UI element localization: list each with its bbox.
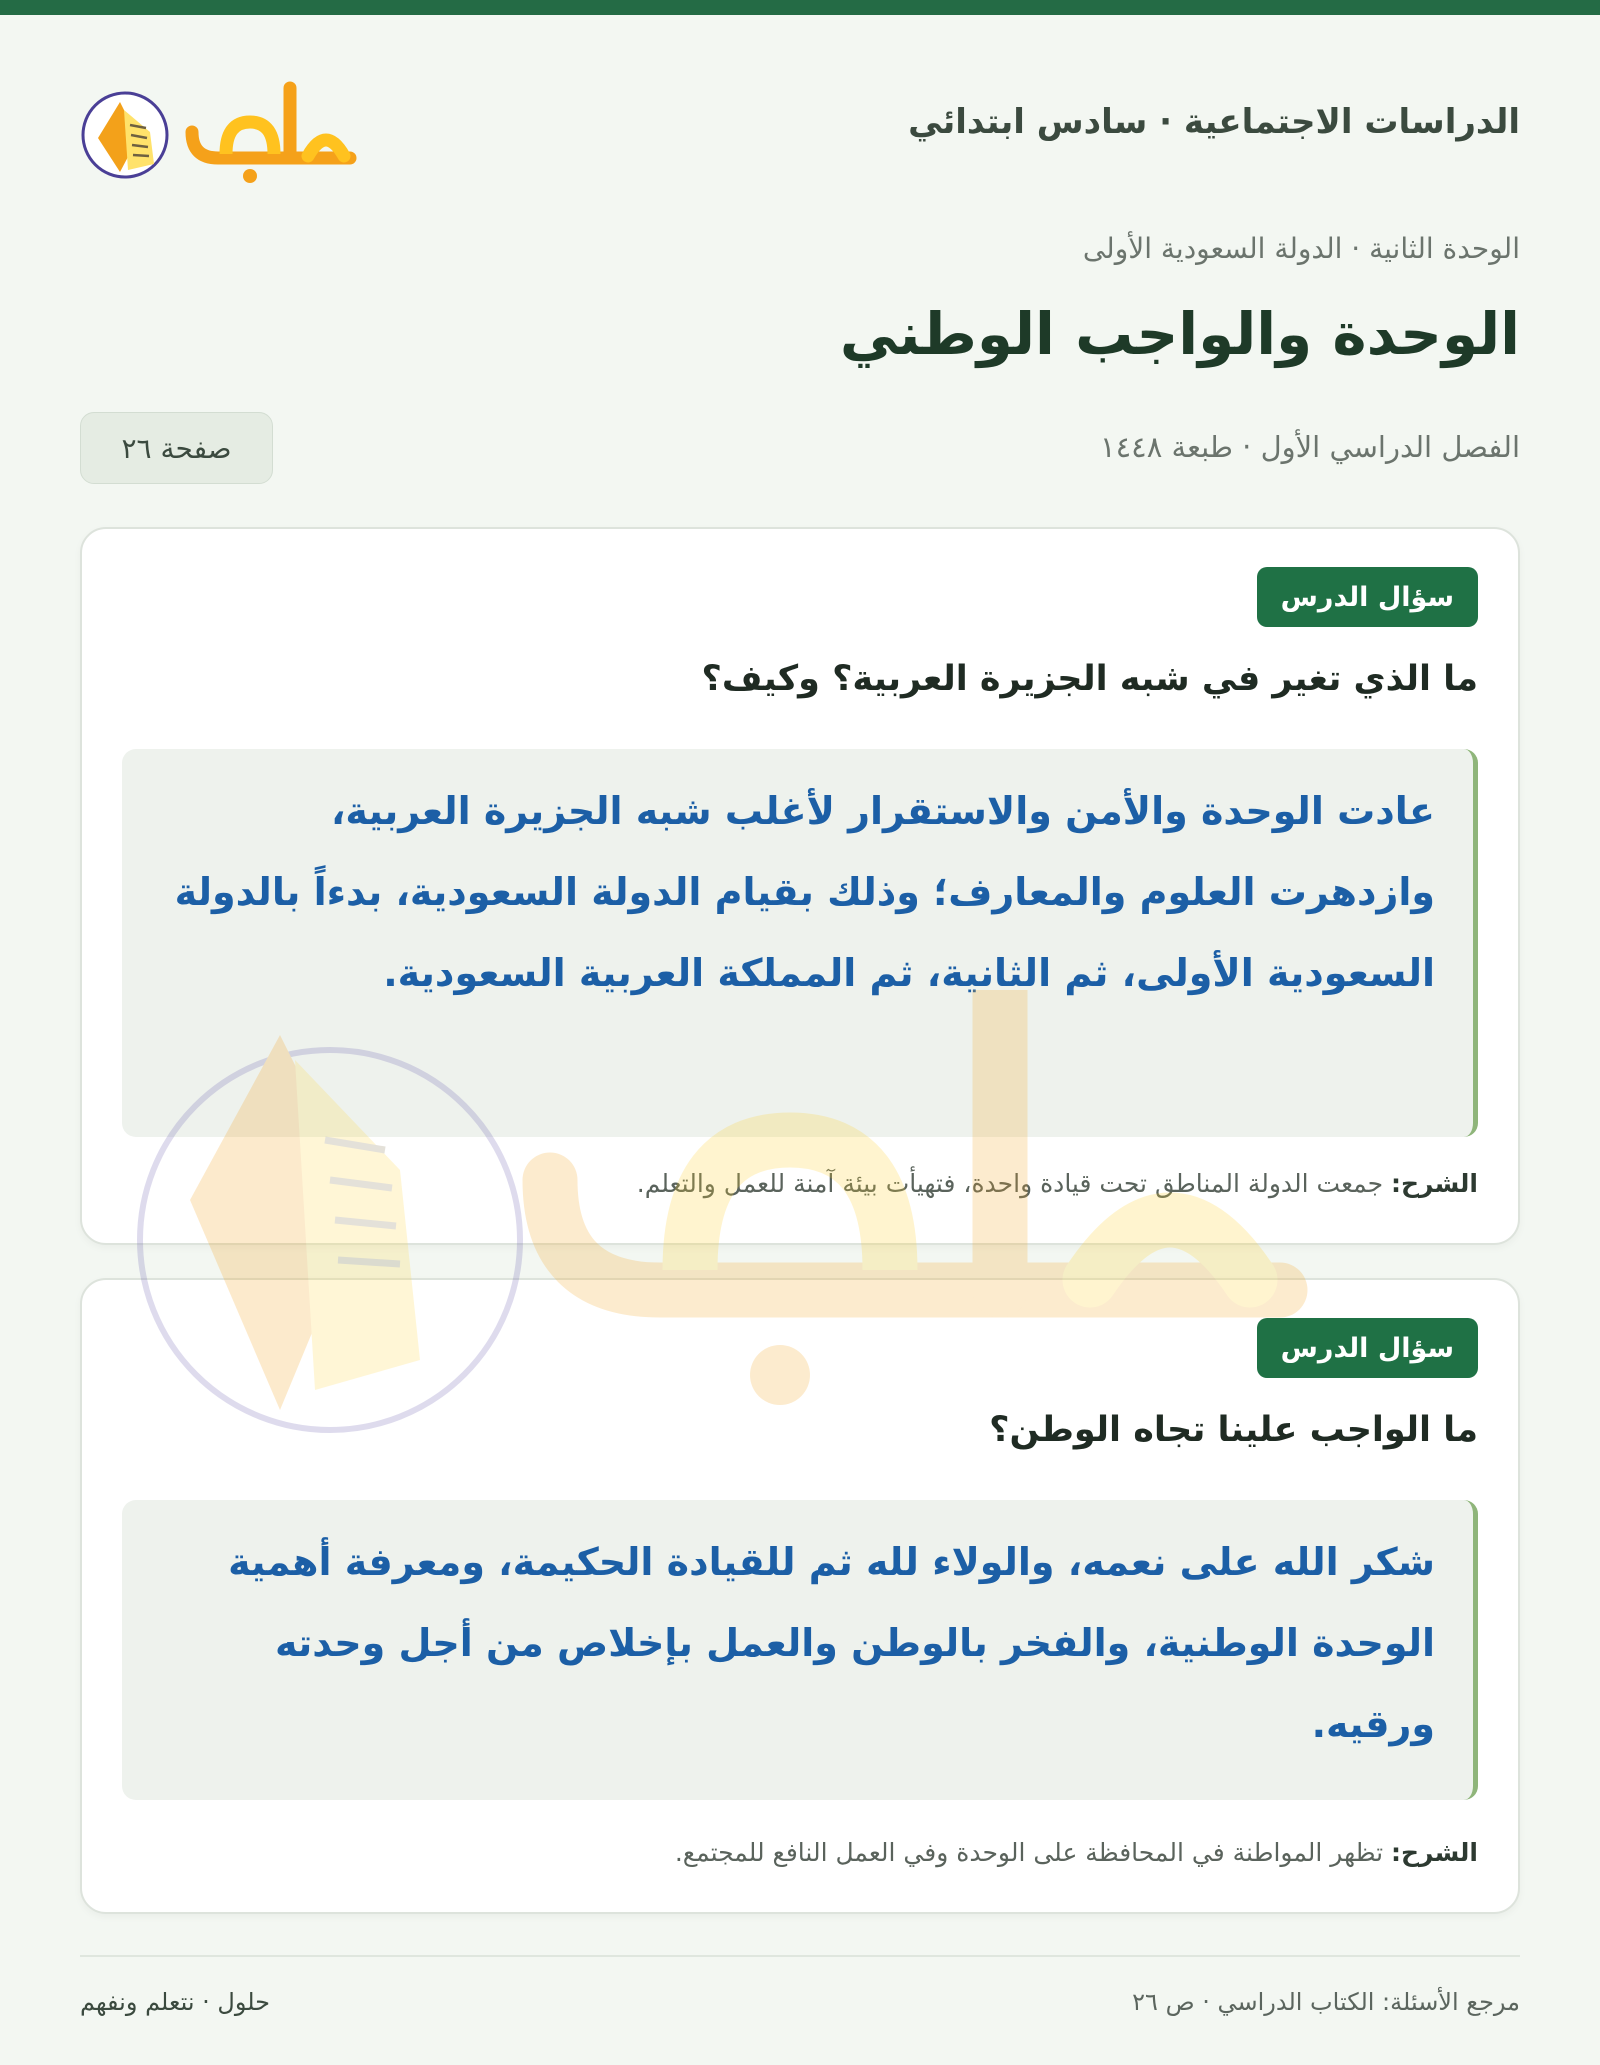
explanation-label: الشرح: <box>1391 1838 1478 1867</box>
answer-text: شكر الله على نعمه، والولاء لله ثم للقيادة الحكيمة، ومعرفة أهمية الوحدة الوطنية، والفخر بالوطن والعمل بإخلاص من أجل وحدته ورقيه. <box>122 1500 1478 1800</box>
course-title: الدراسات الاجتماعية · سادس ابتدائي <box>908 102 1520 142</box>
footer-brand: حلول · نتعلم ونفهم <box>80 1988 270 2016</box>
explanation-label: الشرح: <box>1391 1169 1478 1198</box>
page-header <box>80 80 1520 190</box>
explanation-text: تظهر المواطنة في المحافظة على الوحدة وفي العمل النافع للمجتمع. <box>674 1838 1384 1867</box>
hulul-logo[interactable] <box>80 80 365 190</box>
page-title: الوحدة والواجب الوطني <box>839 300 1520 368</box>
lesson-question-badge: سؤال الدرس <box>1257 567 1478 627</box>
page-number-badge: صفحة ٢٦ <box>80 412 273 484</box>
lesson-question-badge: سؤال الدرس <box>1257 1318 1478 1378</box>
explanation <box>675 1838 1478 1867</box>
question-text: ما الواجب علينا تجاه الوطن؟ <box>989 1410 1478 1450</box>
footer-divider <box>80 1955 1520 1957</box>
questions-reference: مرجع الأسئلة: الكتاب الدراسي · ص ٢٦ <box>1132 1988 1520 2016</box>
semester-edition: الفصل الدراسي الأول · طبعة ١٤٤٨ <box>1100 430 1520 464</box>
question-text: ما الذي تغير في شبه الجزيرة العربية؟ وكيف؟ <box>701 659 1478 699</box>
answer-text: عادت الوحدة والأمن والاستقرار لأغلب شبه الجزيرة العربية، وازدهرت العلوم والمعارف؛ وذلك بقيام الدولة السعودية، بدءاً بالدولة السعودية الأولى، ثم الثانية، ثم المملكة العربية السعودية. <box>122 749 1478 1137</box>
breadcrumb: الوحدة الثانية · الدولة السعودية الأولى <box>1082 232 1520 265</box>
explanation-text: جمعت الدولة المناطق تحت قيادة واحدة، فتهيأت بيئة آمنة للعمل والتعلم. <box>636 1169 1384 1198</box>
top-accent-bar <box>0 0 1600 15</box>
question-card <box>80 527 1520 1245</box>
explanation <box>637 1169 1478 1198</box>
question-card <box>80 1278 1520 1914</box>
